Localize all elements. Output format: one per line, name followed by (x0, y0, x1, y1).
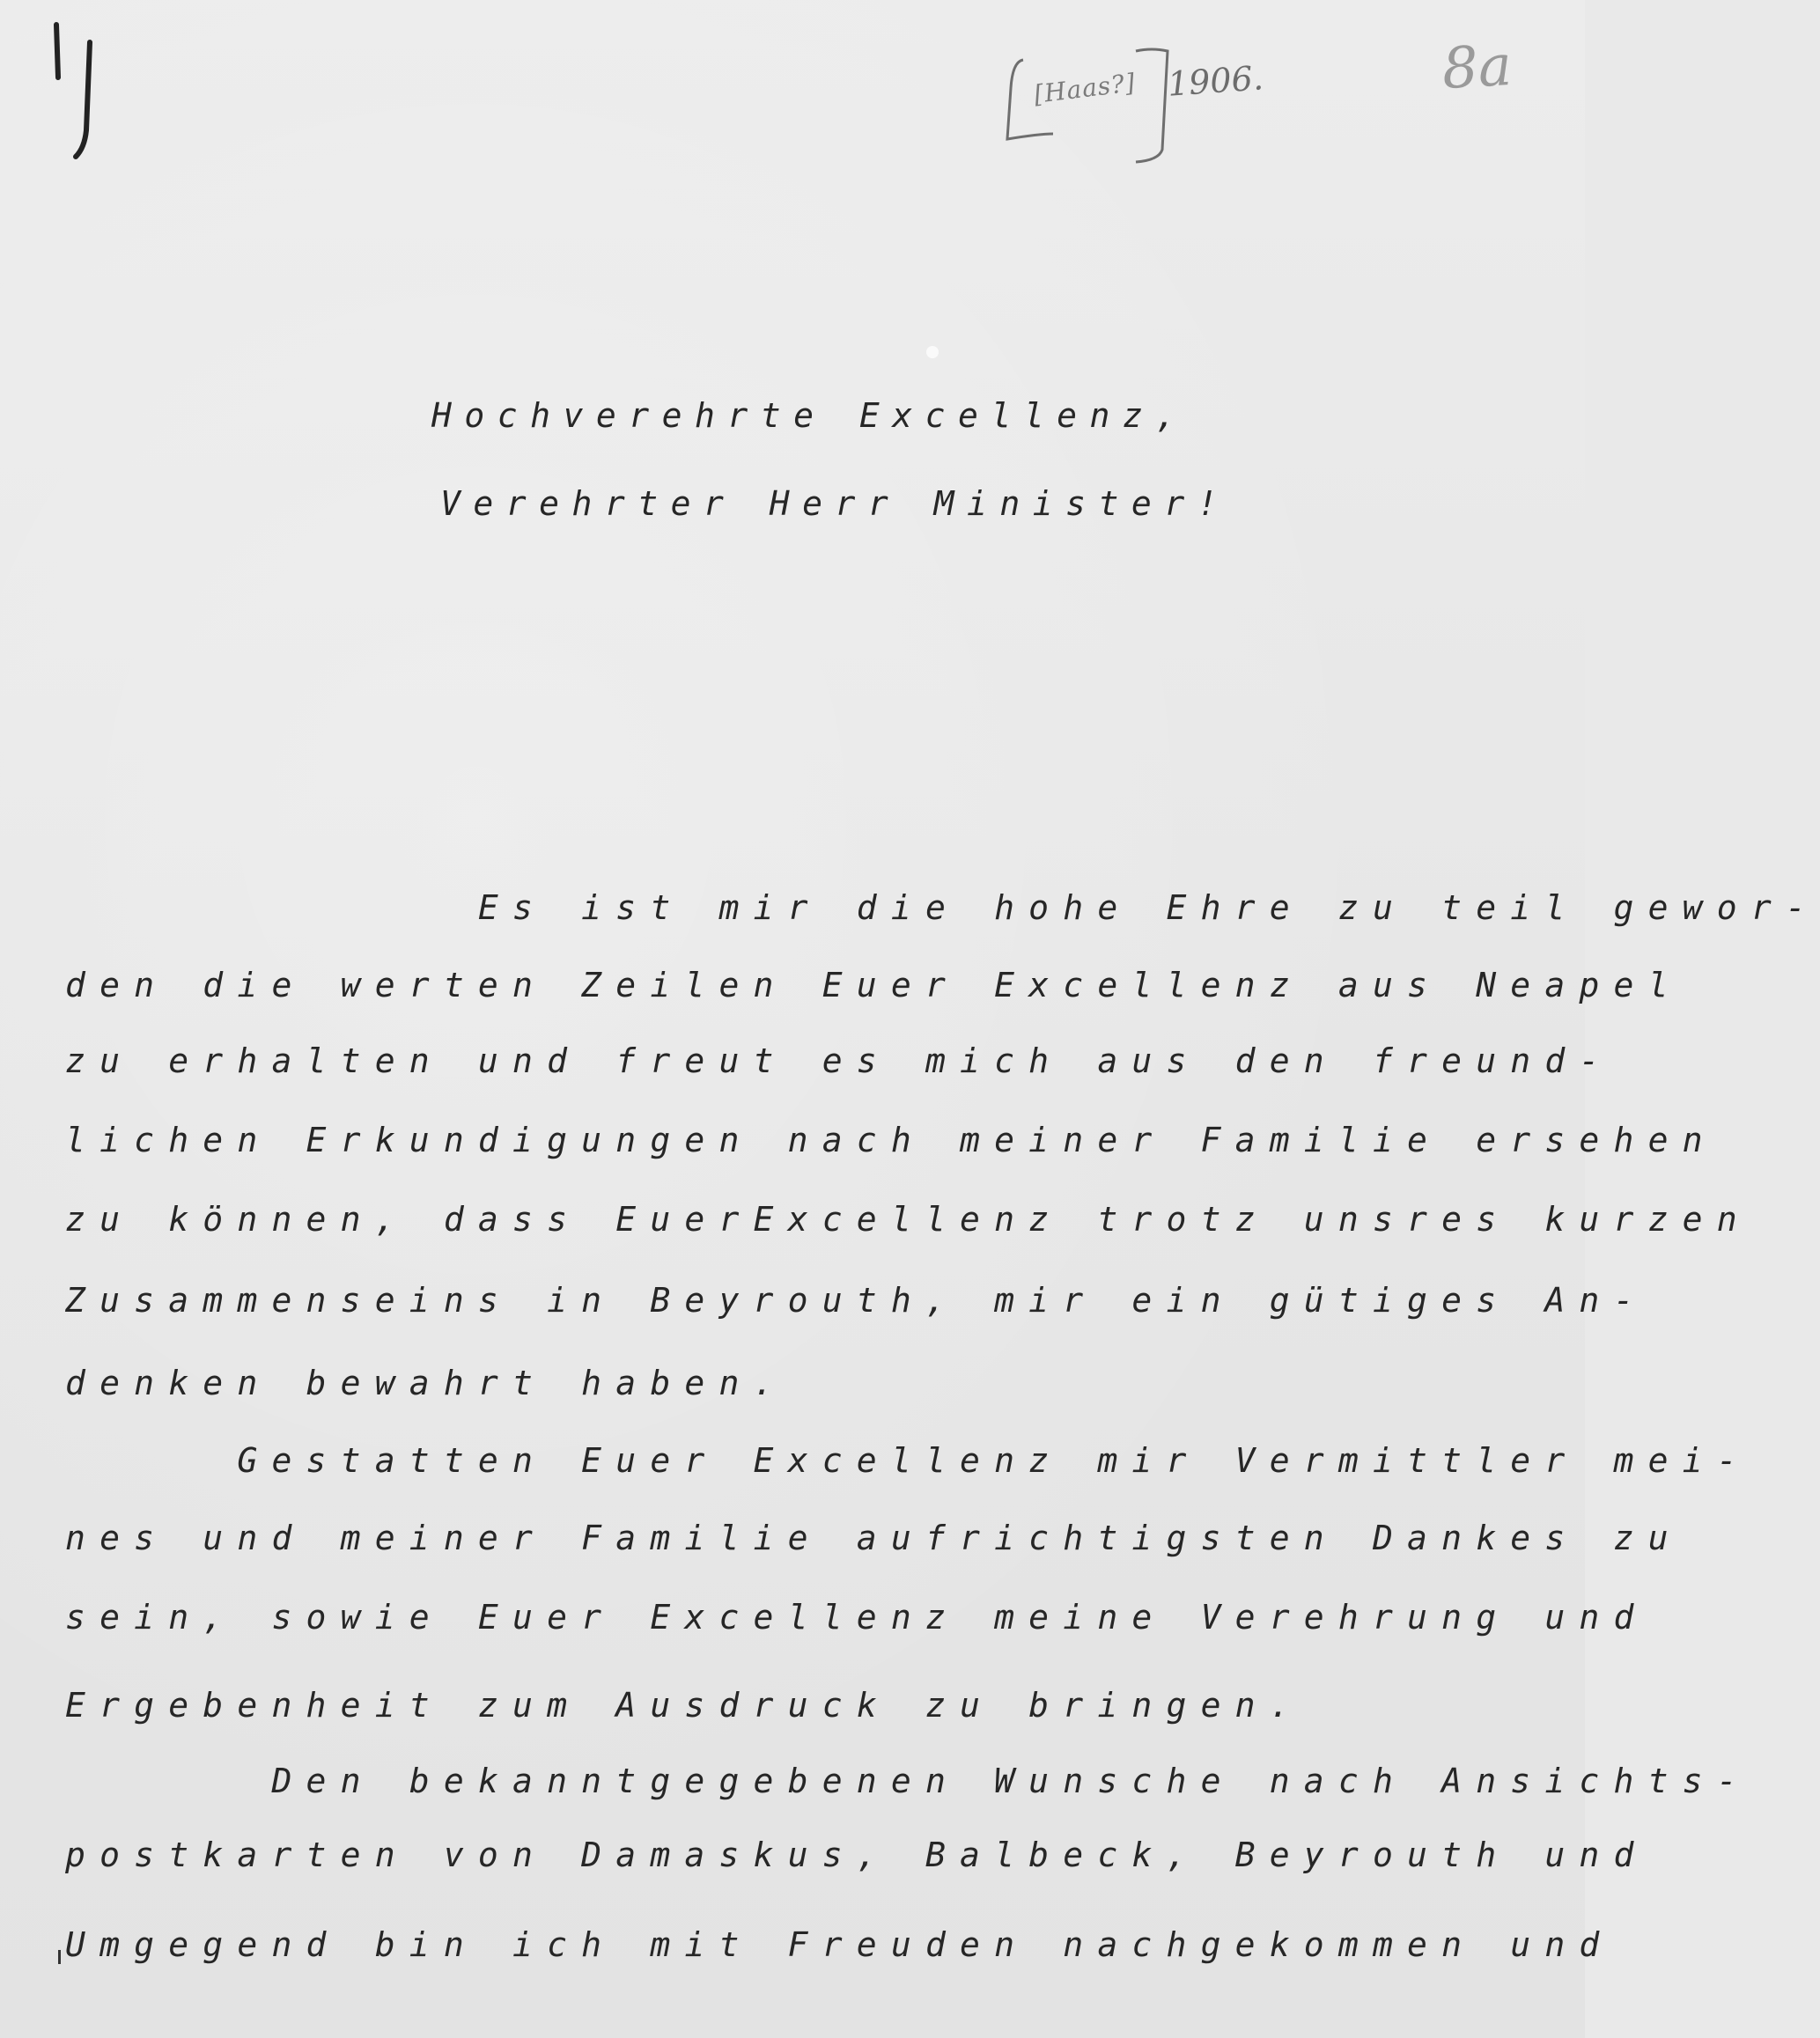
salutation-line-1: Hochverehrte Excellenz, (431, 396, 1189, 435)
body-line: Ergebenheit zum Ausdruck zu bringen. (65, 1686, 1304, 1725)
page-number: 8a (1441, 33, 1514, 103)
archive-note-year: 1906. (1166, 58, 1265, 104)
body-line: nes und meiner Familie aufrichtigsten Dankes zu (65, 1519, 1683, 1557)
body-line: lichen Erkundigungen nach meiner Familie ersehen (65, 1121, 1717, 1159)
body-line: sein, sowie Euer Excellenz meine Verehrung und (65, 1598, 1648, 1637)
body-line: postkarten von Damaskus, Balbeck, Beyrouth und (65, 1836, 1648, 1874)
paper-speck (926, 346, 939, 358)
body-line: den die werten Zeilen Euer Excellenz aus Neapel (65, 966, 1683, 1004)
body-line: denken bewahrt haben. (65, 1364, 788, 1402)
body-line: zu erhalten und freut es mich aus den freund- (65, 1041, 1614, 1080)
archive-note-text: [Haas?] (1032, 68, 1138, 109)
body-line: Umgegend bin ich mit Freuden nachgekommen und (65, 1925, 1614, 1964)
archive-annotation (1004, 35, 1268, 167)
salutation-line-2: Verehrter Herr Minister! (440, 484, 1231, 523)
body-line: zu können, dass EuerExcellenz trotz unsres kurzen (65, 1200, 1751, 1239)
body-line: Es ist mir die hohe Ehre zu teil gewor- (65, 888, 1820, 927)
body-line: Zusammenseins in Beyrouth, mir ein gütiges An- (65, 1281, 1648, 1320)
margin-pencil-mark (49, 16, 102, 157)
body-line: Den bekanntgegebenen Wunsche nach Ansichts- (65, 1762, 1751, 1800)
body-line: Gestatten Euer Excellenz mir Vermittler mei- (65, 1441, 1751, 1480)
margin-tick (58, 1950, 61, 1964)
